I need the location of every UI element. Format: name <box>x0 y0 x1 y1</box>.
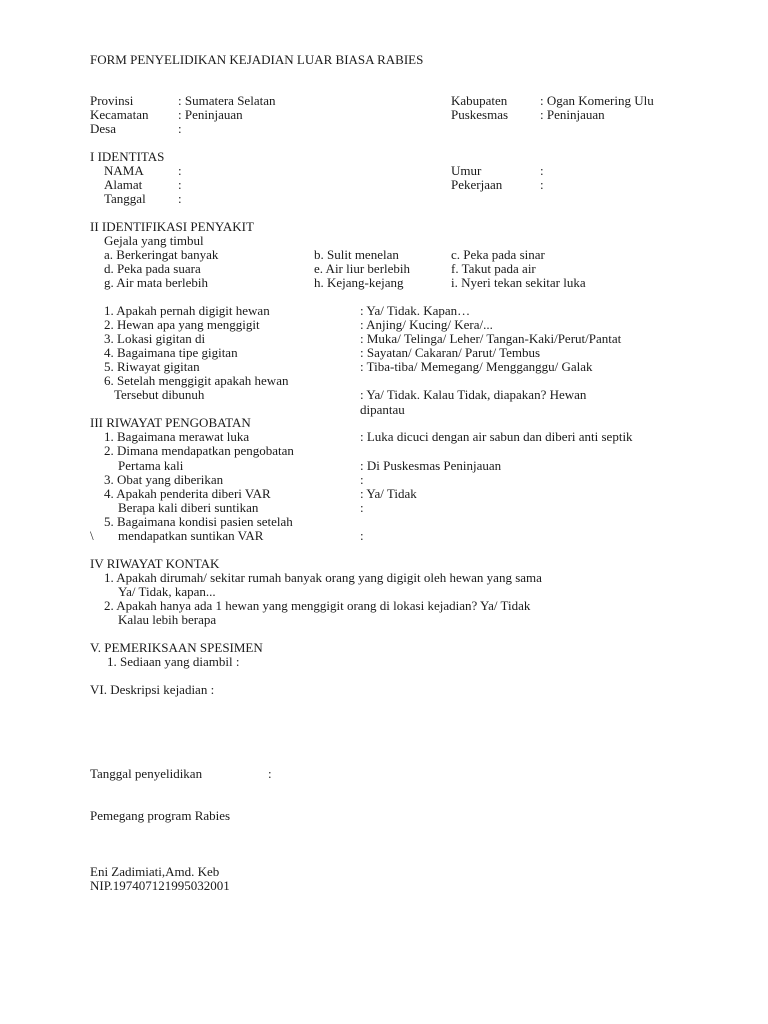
question-text: 2. Dimana mendapatkan pengobatan <box>104 443 294 458</box>
question-text: 5. Riwayat gigitan <box>104 359 200 374</box>
signatory-name: Eni Zadimiati,Amd. Keb <box>90 864 220 879</box>
puskesmas-label: Puskesmas <box>451 107 509 122</box>
desa-value: : <box>178 121 182 136</box>
symptom-item: i. Nyeri tekan sekitar luka <box>451 275 586 290</box>
gejala-heading: Gejala yang timbul <box>104 233 204 248</box>
pekerjaan-label: Pekerjaan <box>451 177 503 192</box>
question-text: Ya/ Tidak, kapan... <box>118 584 216 599</box>
umur-label: Umur <box>451 163 482 178</box>
question-text: Kalau lebih berapa <box>118 612 217 627</box>
tanggal-colon: : <box>178 191 182 206</box>
symptom-item: a. Berkeringat banyak <box>104 247 219 262</box>
alamat-label: Alamat <box>104 177 143 192</box>
question-answer: : <box>360 472 364 487</box>
question-answer-cont: dipantau <box>360 402 405 417</box>
symptom-item: d. Peka pada suara <box>104 261 201 276</box>
kontak-heading: IV RIWAYAT KONTAK <box>90 556 220 571</box>
identifikasi-heading: II IDENTIFIKASI PENYAKIT <box>90 219 254 234</box>
question-text: 1. Apakah dirumah/ sekitar rumah banyak orang yang digigit oleh hewan yang sama <box>104 570 542 585</box>
question-text: 3. Obat yang diberikan <box>104 472 224 487</box>
question-text: Pertama kali <box>118 458 184 473</box>
stray-mark: \ <box>90 528 94 543</box>
spesimen-item: 1. Sediaan yang diambil : <box>107 654 240 669</box>
symptom-item: c. Peka pada sinar <box>451 247 545 262</box>
question-text: 2. Apakah hanya ada 1 hewan yang menggigit orang di lokasi kejadian? Ya/ Tidak <box>104 598 531 613</box>
question-text: Berapa kali diberi suntikan <box>118 500 259 515</box>
question-answer: : <box>360 500 364 515</box>
kecamatan-label: Kecamatan <box>90 107 149 122</box>
question-answer: : Sayatan/ Cakaran/ Parut/ Tembus <box>360 345 541 360</box>
symptom-item: g. Air mata berlebih <box>104 275 208 290</box>
provinsi-value: : Sumatera Selatan <box>178 93 276 108</box>
identitas-heading: I IDENTITAS <box>90 149 165 164</box>
pemegang-label: Pemegang program Rabies <box>90 808 231 823</box>
question-answer: : Luka dicuci dengan air sabun dan diberi anti septik <box>360 429 633 444</box>
signatory-nip: NIP.197407121995032001 <box>90 878 230 893</box>
question-text: mendapatkan suntikan VAR <box>118 528 264 543</box>
tanggal-penyelidikan-colon: : <box>268 766 272 781</box>
puskesmas-value: : Peninjauan <box>540 107 605 122</box>
nama-label: NAMA <box>104 163 144 178</box>
umur-colon: : <box>540 163 544 178</box>
question-text: 4. Apakah penderita diberi VAR <box>104 486 271 501</box>
form-title: FORM PENYELIDIKAN KEJADIAN LUAR BIASA RABIES <box>90 52 424 67</box>
question-answer: : Di Puskesmas Peninjauan <box>360 458 502 473</box>
question-text: 1. Apakah pernah digigit hewan <box>104 303 270 318</box>
question-answer: : Ya/ Tidak <box>360 486 417 501</box>
tanggal-label: Tanggal <box>104 191 146 206</box>
kabupaten-label: Kabupaten <box>451 93 508 108</box>
question-text: 3. Lokasi gigitan di <box>104 331 206 346</box>
question-answer: : Ya/ Tidak. Kapan… <box>360 303 471 318</box>
kabupaten-value: : Ogan Komering Ulu <box>540 93 654 108</box>
symptom-item: f. Takut pada air <box>451 261 536 276</box>
pekerjaan-colon: : <box>540 177 544 192</box>
provinsi-label: Provinsi <box>90 93 134 108</box>
kecamatan-value: : Peninjauan <box>178 107 243 122</box>
spesimen-heading: V. PEMERIKSAAN SPESIMEN <box>90 640 263 655</box>
question-answer: : Muka/ Telinga/ Leher/ Tangan-Kaki/Perut/Pantat <box>360 331 622 346</box>
question-text: 1. Bagaimana merawat luka <box>104 429 250 444</box>
nama-colon: : <box>178 163 182 178</box>
symptom-item: b. Sulit menelan <box>314 247 399 262</box>
deskripsi-heading: VI. Deskripsi kejadian : <box>90 682 215 697</box>
question-text: 5. Bagaimana kondisi pasien setelah <box>104 514 293 529</box>
question-text: 6. Setelah menggigit apakah hewan <box>104 373 289 388</box>
question-text: 4. Bagaimana tipe gigitan <box>104 345 238 360</box>
question-text: 2. Hewan apa yang menggigit <box>104 317 260 332</box>
pengobatan-heading: III RIWAYAT PENGOBATAN <box>90 415 251 430</box>
question-answer: : Tiba-tiba/ Memegang/ Mengganggu/ Galak <box>360 359 593 374</box>
tanggal-penyelidikan-label: Tanggal penyelidikan <box>90 766 203 781</box>
question-text: Tersebut dibunuh <box>114 387 205 402</box>
symptom-item: h. Kejang-kejang <box>314 275 404 290</box>
question-answer: : <box>360 528 364 543</box>
alamat-colon: : <box>178 177 182 192</box>
question-answer: : Ya/ Tidak. Kalau Tidak, diapakan? Hewan <box>360 387 587 402</box>
symptom-item: e. Air liur berlebih <box>314 261 411 276</box>
desa-label: Desa <box>90 121 116 136</box>
question-answer: : Anjing/ Kucing/ Kera/... <box>360 317 493 332</box>
